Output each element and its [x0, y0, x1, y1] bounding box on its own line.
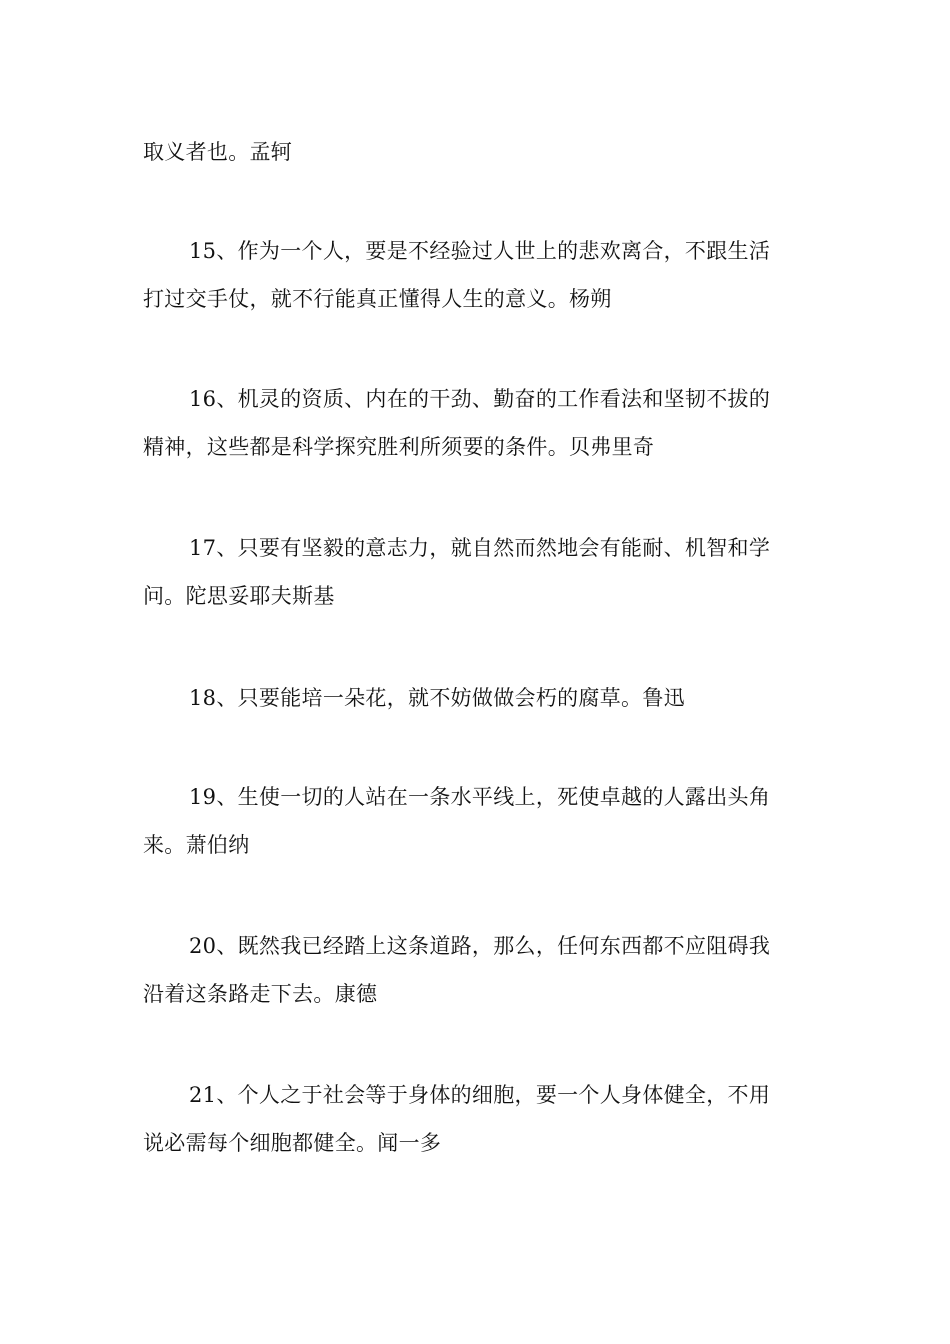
paragraph-line: 21、个人之于社会等于身体的细胞，要一个人身体健全，不用 [189, 1083, 771, 1107]
quote-19 [143, 773, 815, 869]
paragraph-line: 问。陀思妥耶夫斯基 [143, 584, 335, 608]
paragraph-line: 沿着这条路走下去。康德 [143, 982, 378, 1006]
paragraph-line: 20、既然我已经踏上这条道路，那么，任何东西都不应阻碍我 [189, 934, 771, 958]
paragraph-line: 18、只要能培一朵花，就不妨做做会朽的腐草。鲁迅 [189, 686, 685, 710]
paragraph-line: 17、只要有坚毅的意志力，就自然而然地会有能耐、机智和学 [189, 536, 771, 560]
paragraph-line: 来。萧伯纳 [143, 833, 250, 857]
quote-17 [143, 524, 815, 620]
paragraph-line: 19、生使一切的人站在一条水平线上，死使卓越的人露出头角 [189, 785, 771, 809]
quote-21 [143, 1071, 815, 1167]
paragraph-continuation [143, 128, 815, 176]
paragraph-line: 精神，这些都是科学探究胜利所须要的条件。贝弗里奇 [143, 435, 655, 459]
paragraph-line: 16、机灵的资质、内在的干劲、勤奋的工作看法和坚韧不拔的 [189, 387, 771, 411]
paragraph-line: 15、作为一个人，要是不经验过人世上的悲欢离合，不跟生活 [189, 239, 771, 263]
paragraph-line: 说必需每个细胞都健全。闻一多 [143, 1131, 442, 1155]
paragraph-line: 打过交手仗，就不行能真正懂得人生的意义。杨朔 [143, 287, 612, 311]
quote-20 [143, 922, 815, 1018]
quote-18 [143, 674, 815, 722]
quote-16 [143, 375, 815, 471]
paragraph-line: 取义者也。孟轲 [143, 140, 293, 164]
quote-15 [143, 227, 815, 323]
